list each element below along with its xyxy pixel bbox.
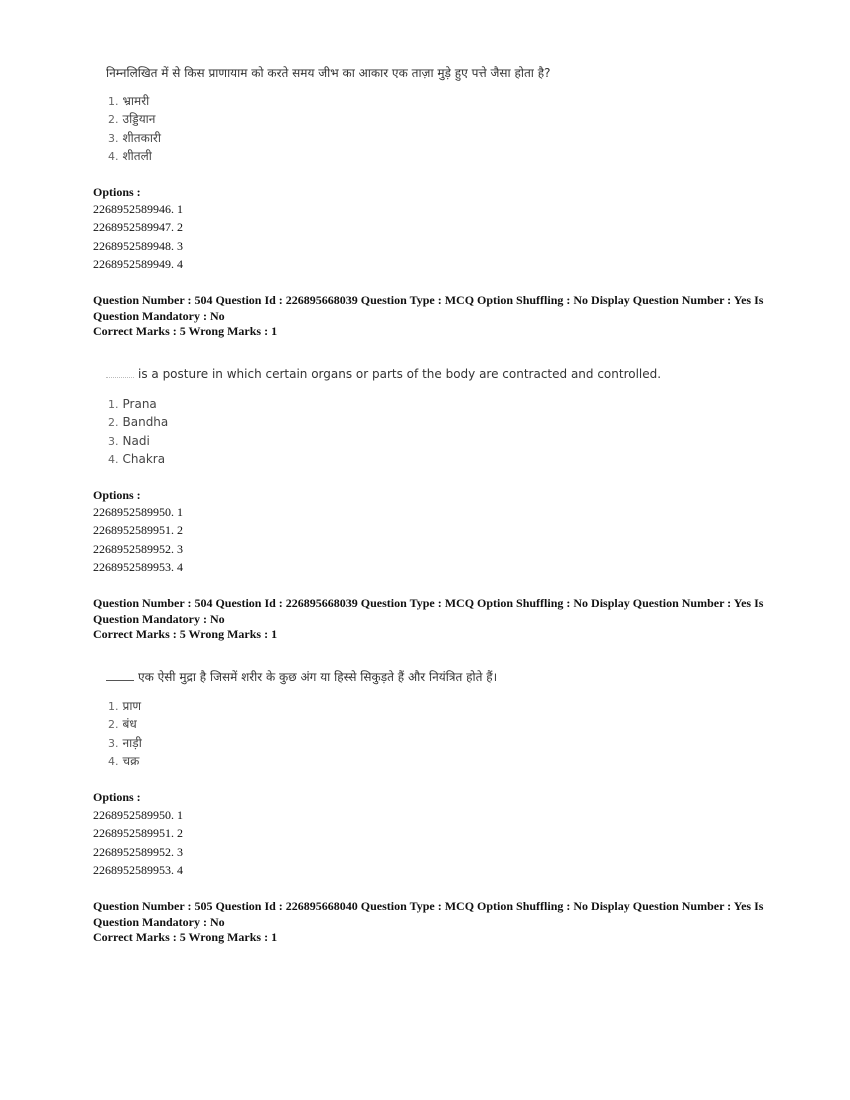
choice-label: नाड़ी	[122, 735, 142, 750]
question-meta	[93, 899, 773, 946]
choice-label: उड्डियान	[122, 112, 156, 127]
option-item: 2268952589953. 4	[93, 559, 183, 574]
choice-label: भ्रामरी	[122, 94, 150, 108]
choice-number: 2.	[108, 718, 119, 732]
question-meta-line: Question Number : 504 Question Id : 226895668039 Question Type : MCQ Option Shuffling : No Display Question Number : Yes Is	[93, 293, 764, 307]
choice-item	[108, 752, 142, 770]
question-text: निम्नलिखित में से किस प्राणायाम को करते समय जीभ का आकार एक ताज़ा मुड़े हुए पत्ते जैसा होता है?	[106, 66, 551, 80]
choice-item	[108, 715, 142, 733]
choice-number: 4.	[108, 149, 119, 163]
choice-item	[108, 432, 168, 450]
choice-item	[108, 450, 168, 468]
question-mandatory: Question Mandatory : No	[93, 308, 225, 323]
choice-list	[108, 395, 168, 468]
choice-item	[108, 92, 161, 110]
choice-item	[108, 110, 161, 128]
option-item: 2268952589950. 1	[93, 808, 183, 822]
fill-in-blank	[106, 679, 134, 681]
choice-item	[108, 395, 168, 413]
option-item: 2268952589951. 2	[93, 523, 183, 538]
options-heading: Options :	[93, 488, 141, 502]
question-meta	[93, 293, 773, 340]
marks-line: Correct Marks : 5 Wrong Marks : 1	[93, 324, 278, 338]
choice-number: 3.	[108, 131, 119, 145]
option-item: 2268952589950. 1	[93, 505, 183, 519]
choice-label: शीतकारी	[122, 130, 161, 145]
choice-label: बंध	[122, 717, 137, 732]
question-meta-line: Question Number : 504 Question Id : 226895668039 Question Type : MCQ Option Shuffling : No Display Question Number : Yes Is	[93, 596, 764, 610]
option-item: 2268952589948. 3	[93, 238, 183, 253]
options-list	[93, 806, 183, 879]
choice-number: 4.	[108, 452, 119, 466]
choice-item	[108, 147, 161, 165]
option-item: 2268952589952. 3	[93, 541, 183, 556]
options-heading: Options :	[93, 790, 141, 804]
choice-number: 1.	[108, 700, 119, 713]
choice-number: 4.	[108, 754, 119, 768]
choice-label: Bandha	[122, 415, 169, 430]
marks-line: Correct Marks : 5 Wrong Marks : 1	[93, 930, 278, 944]
choice-number: 3.	[108, 434, 119, 448]
question-meta-line: Question Number : 505 Question Id : 226895668040 Question Type : MCQ Option Shuffling : No Display Question Number : Yes Is	[93, 899, 764, 913]
options-list	[93, 200, 183, 273]
option-item: 2268952589946. 1	[93, 202, 183, 216]
choice-label: चक्र	[122, 753, 140, 768]
choice-number: 1.	[108, 95, 119, 108]
choice-number: 2.	[108, 113, 119, 127]
option-item: 2268952589951. 2	[93, 826, 183, 841]
choice-label: Chakra	[122, 451, 166, 466]
choice-item	[108, 697, 142, 715]
question-mandatory: Question Mandatory : No	[93, 914, 225, 929]
marks-line: Correct Marks : 5 Wrong Marks : 1	[93, 627, 278, 641]
option-item: 2268952589949. 4	[93, 256, 183, 271]
choice-item	[108, 129, 161, 147]
option-item: 2268952589953. 4	[93, 862, 183, 877]
option-item: 2268952589947. 2	[93, 220, 183, 235]
choice-label: Prana	[122, 397, 157, 411]
choice-label: Nadi	[122, 433, 150, 448]
question-text-row	[106, 668, 497, 685]
option-item: 2268952589952. 3	[93, 844, 183, 859]
question-mandatory: Question Mandatory : No	[93, 611, 225, 626]
choice-number: 2.	[108, 416, 119, 430]
choice-item	[108, 734, 142, 752]
fill-in-blank	[106, 376, 134, 378]
choice-label: प्राण	[122, 699, 142, 713]
choice-label: शीतली	[122, 148, 152, 163]
options-list	[93, 503, 183, 576]
choice-list	[108, 92, 161, 165]
question-text: is a posture in which certain organs or parts of the body are contracted and controlled.	[138, 367, 662, 381]
choice-list	[108, 697, 142, 770]
question-text: एक ऐसी मुद्रा है जिसमें शरीर के कुछ अंग या हिस्से सिकुड़ते हैं और नियंत्रित होते हैं।	[138, 670, 498, 684]
question-text-row	[106, 367, 661, 381]
choice-item	[108, 413, 168, 431]
choice-number: 3.	[108, 736, 119, 750]
options-heading: Options :	[93, 185, 141, 199]
question-meta	[93, 596, 773, 643]
choice-number: 1.	[108, 398, 119, 411]
